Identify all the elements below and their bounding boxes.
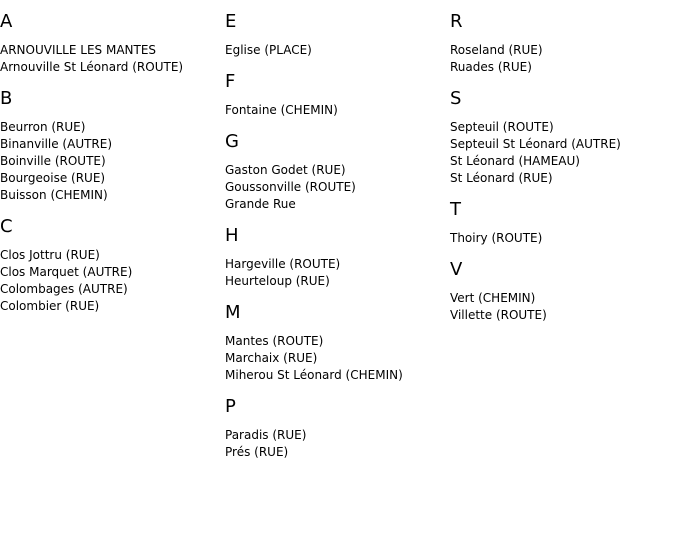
street-list [225, 427, 450, 461]
section-letter-heading: M [225, 302, 241, 323]
letter-section [450, 258, 675, 324]
street-link[interactable]: Villette (ROUTE) [450, 308, 547, 322]
section-letter-heading: H [225, 225, 239, 246]
letter-section [225, 224, 450, 290]
street-link[interactable]: Clos Jottru (RUE) [0, 248, 100, 262]
street-link[interactable]: Prés (RUE) [225, 445, 289, 459]
letter-section [225, 130, 450, 213]
street-link[interactable]: Beurron (RUE) [0, 120, 86, 134]
street-link[interactable]: ARNOUVILLE LES MANTES [0, 43, 157, 57]
section-letter-heading: F [225, 71, 236, 92]
street-list [450, 290, 675, 324]
street-list [0, 119, 225, 204]
street-link[interactable]: Ruades (RUE) [450, 60, 532, 74]
street-link[interactable]: Buisson (CHEMIN) [0, 188, 108, 202]
street-link[interactable]: St Léonard (RUE) [450, 171, 553, 185]
index-column [0, 10, 225, 326]
street-link[interactable]: Binanville (AUTRE) [0, 137, 113, 151]
section-letter-heading: C [0, 216, 13, 237]
section-letter-heading: P [225, 396, 236, 417]
street-link[interactable]: Septeuil (ROUTE) [450, 120, 554, 134]
street-link[interactable]: Colombier (RUE) [0, 299, 100, 313]
street-link[interactable]: Fontaine (CHEMIN) [225, 103, 338, 117]
section-letter-heading: G [225, 131, 239, 152]
section-letter-heading: S [450, 88, 462, 109]
section-letter-heading: E [225, 11, 237, 32]
section-letter-heading: R [450, 11, 463, 32]
street-link[interactable]: Hargeville (ROUTE) [225, 257, 341, 271]
section-letter-heading: T [450, 199, 461, 220]
street-link[interactable]: Mantes (ROUTE) [225, 334, 324, 348]
street-link[interactable]: Goussonville (ROUTE) [225, 180, 356, 194]
street-list [225, 102, 450, 119]
street-link[interactable]: Grande Rue [225, 197, 296, 211]
section-letter-heading: A [0, 11, 13, 32]
street-link[interactable]: Eglise (PLACE) [225, 43, 312, 57]
street-link[interactable]: Paradis (RUE) [225, 428, 307, 442]
letter-section [225, 10, 450, 59]
street-list [0, 247, 225, 315]
street-list [450, 230, 675, 247]
letter-section [0, 87, 225, 204]
street-link[interactable]: Miherou St Léonard (CHEMIN) [225, 368, 403, 382]
street-link[interactable]: Gaston Godet (RUE) [225, 163, 346, 177]
letter-section [450, 198, 675, 247]
street-link[interactable]: Arnouville St Léonard (ROUTE) [0, 60, 184, 74]
street-link[interactable]: Marchaix (RUE) [225, 351, 318, 365]
street-list [225, 42, 450, 59]
street-link[interactable]: Vert (CHEMIN) [450, 291, 536, 305]
street-link[interactable]: Heurteloup (RUE) [225, 274, 330, 288]
street-link[interactable]: Roseland (RUE) [450, 43, 543, 57]
street-link[interactable]: Boinville (ROUTE) [0, 154, 106, 168]
street-list [225, 162, 450, 213]
letter-section [0, 10, 225, 76]
letter-section [0, 215, 225, 315]
letter-section [450, 87, 675, 187]
street-link[interactable]: Clos Marquet (AUTRE) [0, 265, 133, 279]
street-list [0, 42, 225, 76]
street-list [450, 42, 675, 76]
street-link[interactable]: Bourgeoise (RUE) [0, 171, 106, 185]
letter-section [225, 395, 450, 461]
letter-section [225, 301, 450, 384]
street-link[interactable]: Colombages (AUTRE) [0, 282, 128, 296]
street-list [225, 256, 450, 290]
section-letter-heading: V [450, 259, 463, 280]
index-column [225, 10, 450, 472]
letter-section [450, 10, 675, 76]
street-link[interactable]: Thoiry (ROUTE) [450, 231, 543, 245]
letter-section [225, 70, 450, 119]
street-list [225, 333, 450, 384]
index-column [450, 10, 675, 335]
street-list [450, 119, 675, 187]
street-link[interactable]: St Léonard (HAMEAU) [450, 154, 580, 168]
street-link[interactable]: Septeuil St Léonard (AUTRE) [450, 137, 621, 151]
section-letter-heading: B [0, 88, 13, 109]
